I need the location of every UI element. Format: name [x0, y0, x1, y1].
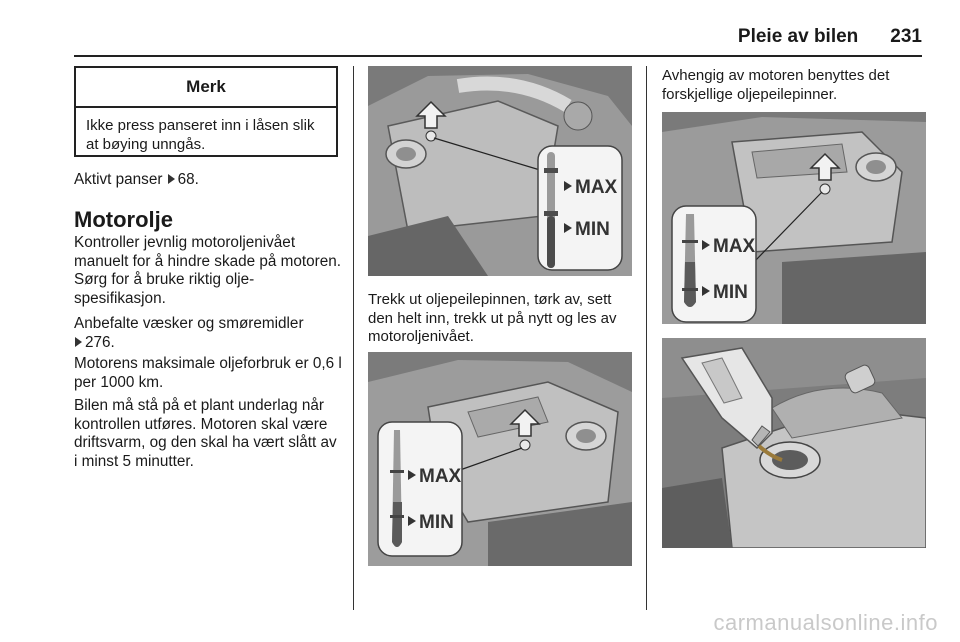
dipstick-figure-1	[368, 66, 632, 276]
page-reference-icon	[75, 337, 82, 347]
column-divider-2	[646, 66, 647, 610]
fig1-max-label: MAX	[575, 177, 618, 198]
page-header	[74, 26, 922, 52]
header-title: Pleie av bilen	[737, 26, 859, 47]
active-hood-paragraph	[74, 171, 344, 190]
note-box	[74, 66, 338, 157]
note-body: Ikke press panseret inn i låsen slik at bøying unngås.	[86, 117, 315, 153]
active-hood-ref-link[interactable]: 68.	[177, 171, 199, 188]
dipstick-figure-2	[368, 352, 632, 566]
page-reference-icon	[168, 174, 175, 184]
note-title: Merk	[76, 68, 336, 108]
fluids-text: Anbefalte væsker og smøremidler	[74, 315, 304, 332]
middle-caption: Trekk ut oljepeilepinnen, tørk av, sett den helt inn, trekk ut på nytt og les av motoroljenivået.	[368, 291, 617, 345]
oil-check-paragraph: Kontroller jevnlig motoroljenivået manuelt for å hindre skade på motoren. Sørg for å bruke riktig olje-spesifikasjon.	[74, 234, 342, 307]
fluids-paragraph	[74, 315, 342, 352]
right-caption: Avhengig av motoren benyttes det forskjellige oljepeilepinner.	[662, 67, 890, 103]
dipstick-figure-3	[662, 112, 926, 324]
active-hood-text: Aktivt panser	[74, 171, 163, 188]
watermark: carmanualsonline.info	[713, 610, 938, 635]
fig3-max-label: MAX	[713, 236, 756, 257]
section-title: Motorolje	[74, 207, 173, 232]
conditions-paragraph: Bilen må stå på et plant underlag når kontrollen utføres. Motoren skal være driftsvarm, og den skal ha vært slått av i minst 5 minutter.	[74, 397, 337, 470]
fig3-min-label: MIN	[713, 282, 748, 303]
consumption-paragraph: Motorens maksimale oljeforbruk er 0,6 l per 1000 km.	[74, 355, 342, 391]
column-divider-1	[353, 66, 354, 610]
fig2-min-label: MIN	[419, 512, 454, 533]
page-number: 231	[890, 26, 922, 47]
fig1-min-label: MIN	[575, 219, 610, 240]
oil-filling-figure	[662, 338, 926, 548]
header-rule	[74, 55, 922, 57]
fig2-max-label: MAX	[419, 466, 462, 487]
fluids-ref-link[interactable]: 276.	[85, 333, 115, 351]
